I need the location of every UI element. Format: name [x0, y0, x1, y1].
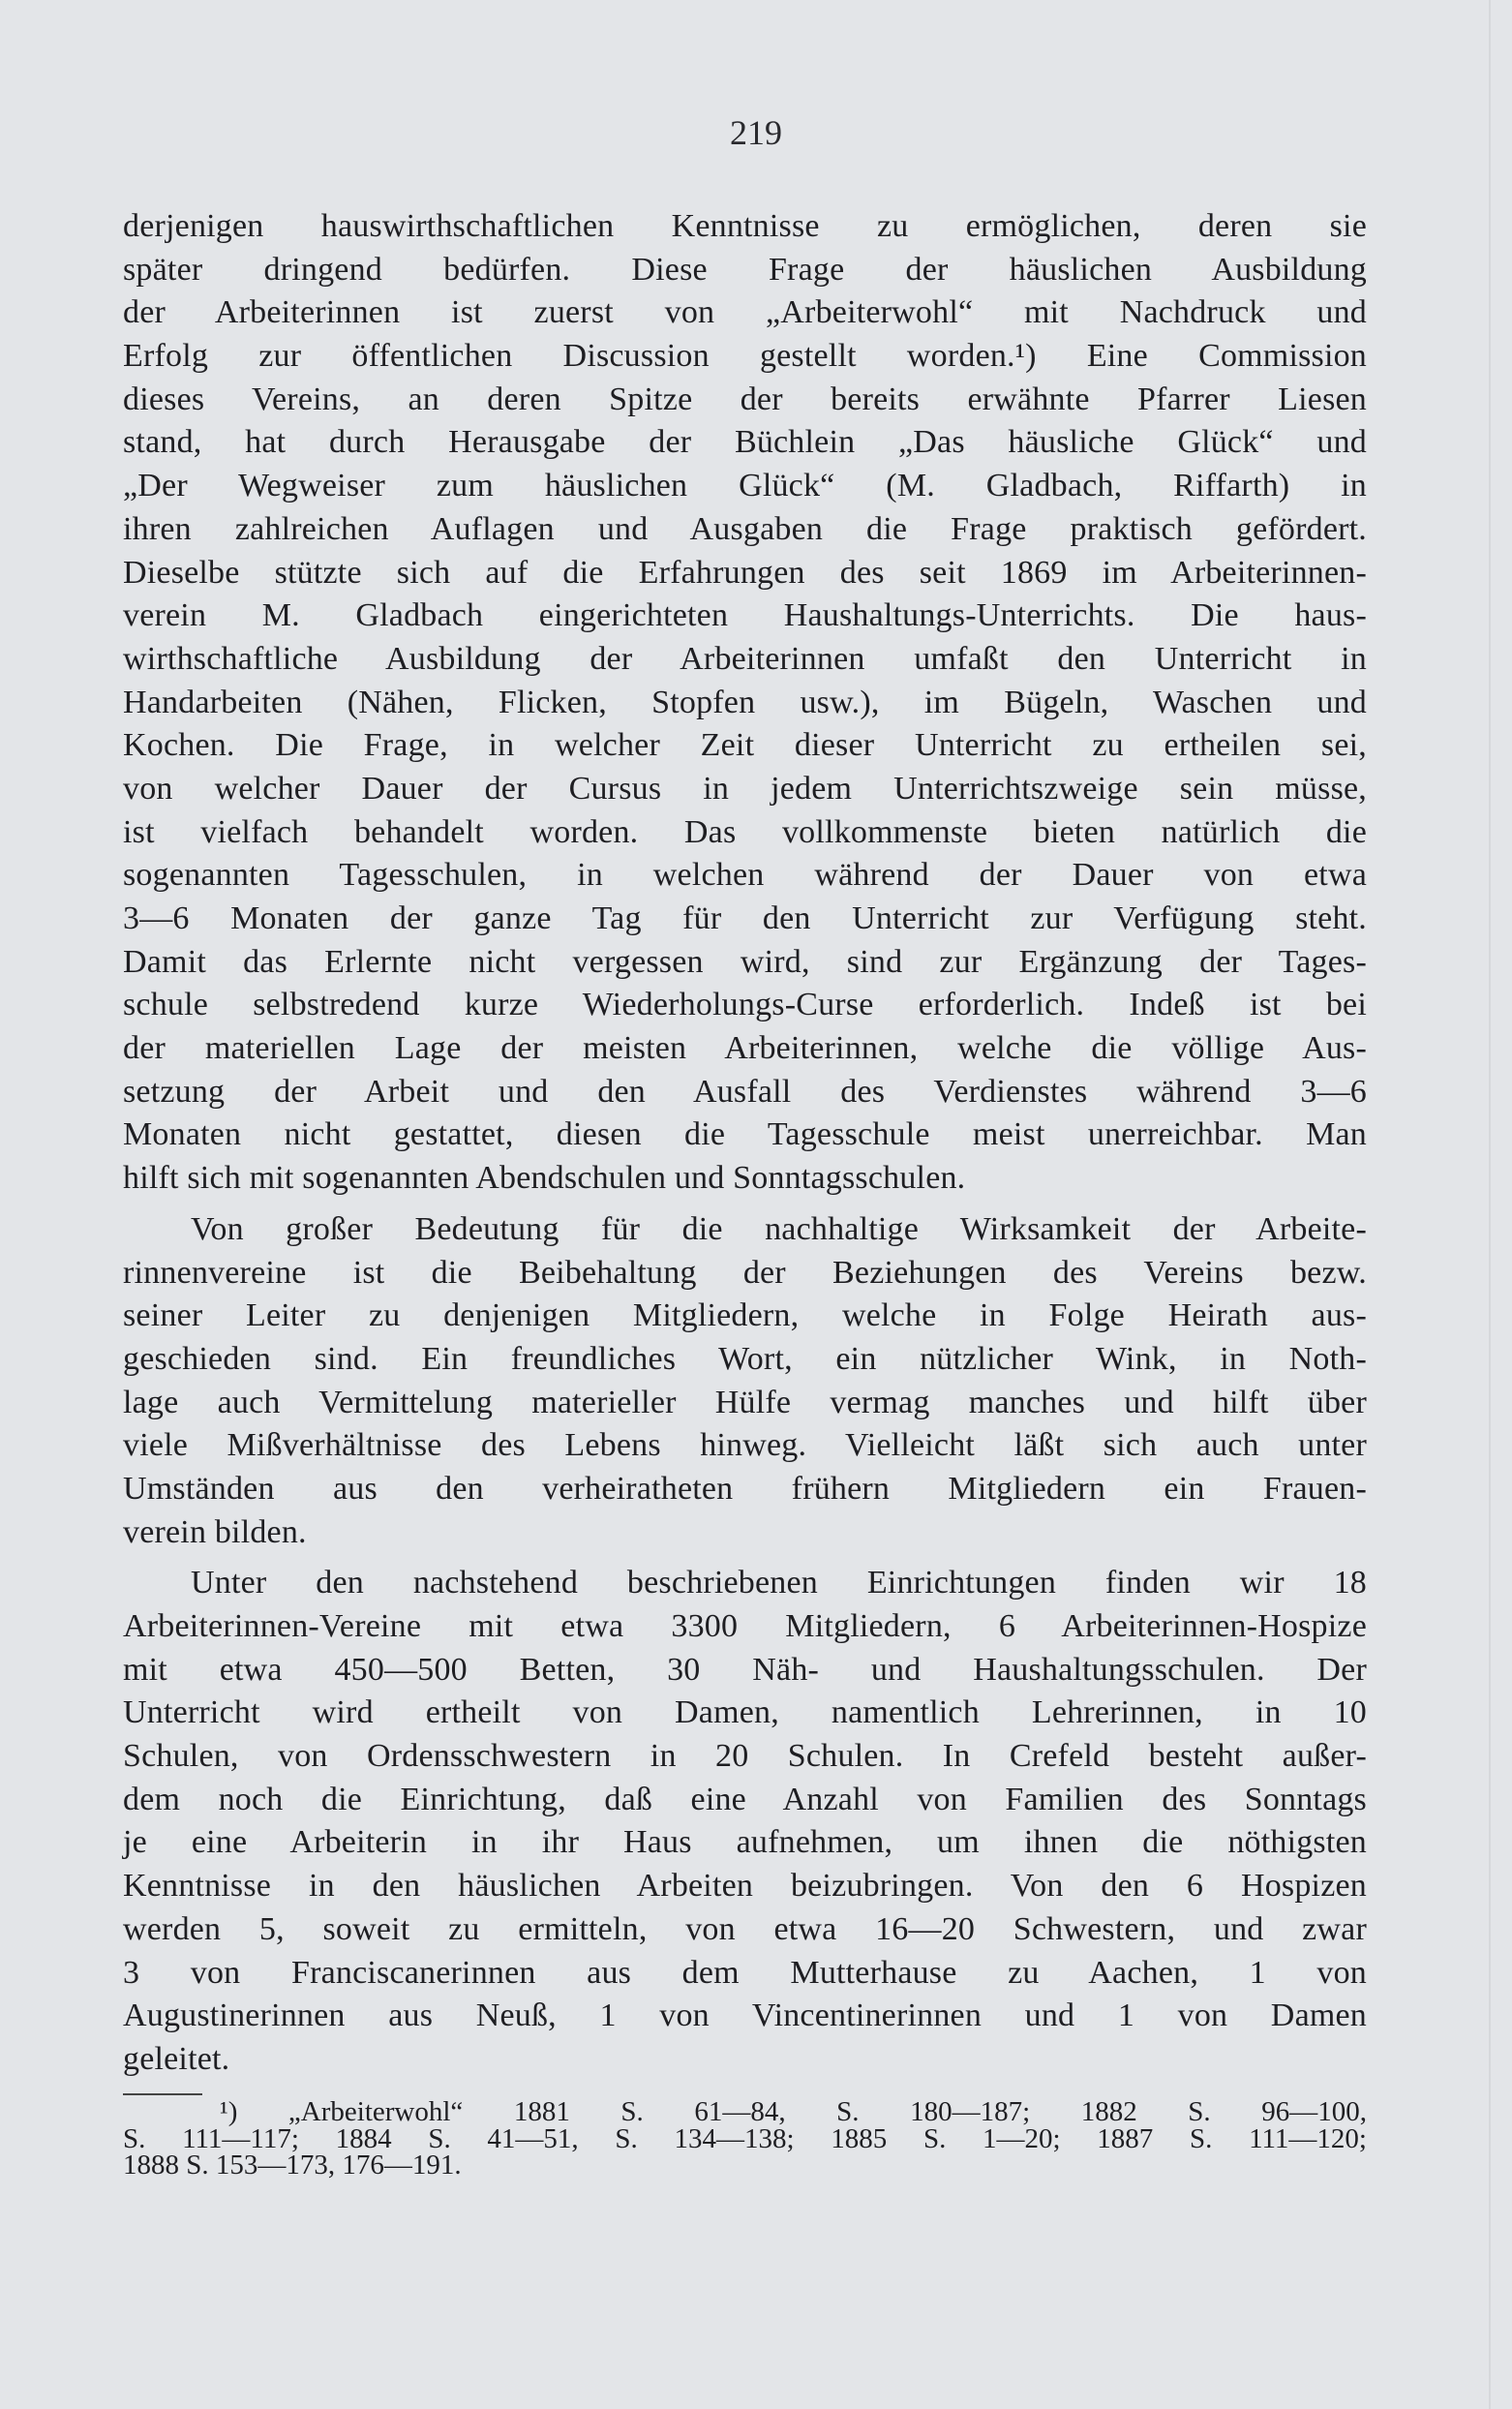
footnote-line: S. 111—117; 1884 S. 41—51, S. 134—138; 1885 S. 1—20; 1887 S. 111—120; — [123, 2122, 1367, 2154]
text-line: seiner Leiter zu denjenigen Mitgliedern, welche in Folge Heirath aus- — [123, 1297, 1367, 1334]
text-line: dieses Vereins, an deren Spitze der bereits erwähnte Pfarrer Liesen — [123, 381, 1367, 417]
text-line: geleitet. — [123, 2040, 230, 2077]
text-line: 3—6 Monaten der ganze Tag für den Unterricht zur Verfügung steht. — [123, 900, 1367, 936]
footnote-line: ¹) „Arbeiterwohl“ 1881 S. 61—84, S. 180—187; 1882 S. 96—100, — [220, 2096, 1367, 2127]
text-line: verein M. Gladbach eingerichteten Haushaltungs-Unterrichts. Die haus- — [123, 597, 1367, 634]
text-line: Monaten nicht gestattet, diesen die Tagesschule meist unerreichbar. Man — [123, 1116, 1367, 1153]
text-line: geschieden sind. Ein freundliches Wort, ein nützlicher Wink, in Noth- — [123, 1340, 1367, 1377]
text-line: setzung der Arbeit und den Ausfall des Verdienstes während 3—6 — [123, 1073, 1367, 1110]
text-line: Kochen. Die Frage, in welcher Zeit dieser Unterricht zu ertheilen sei, — [123, 727, 1367, 764]
text-line: ist vielfach behandelt worden. Das vollkommenste bieten natürlich die — [123, 813, 1367, 850]
text-line: mit etwa 450—500 Betten, 30 Näh- und Haushaltungsschulen. Der — [123, 1651, 1367, 1688]
text-line: Kenntnisse in den häuslichen Arbeiten beizubringen. Von den 6 Hospizen — [123, 1868, 1367, 1905]
paragraph-gap — [123, 1554, 1367, 1562]
text-line: derjenigen hauswirthschaftlichen Kenntnisse zu ermöglichen, deren sie — [123, 208, 1367, 244]
text-line: „Der Wegweiser zum häuslichen Glück“ (M. Gladbach, Riffarth) in — [123, 468, 1367, 504]
text-line: sogenannten Tagesschulen, in welchen während der Dauer von etwa — [123, 857, 1367, 894]
paragraph — [123, 1562, 1367, 2081]
text-line: je eine Arbeiterin in ihr Haus aufnehmen, um ihnen die nöthigsten — [123, 1824, 1367, 1861]
text-line: Umständen aus den verheiratheten frühern Mitgliedern ein Frauen- — [123, 1470, 1367, 1507]
text-line: Erfolg zur öffentlichen Discussion gestellt worden.¹) Eine Commission — [123, 338, 1367, 375]
text-line: der materiellen Lage der meisten Arbeiterinnen, welche die völlige Aus- — [123, 1030, 1367, 1067]
body-text — [123, 205, 1367, 2082]
footnote-divider — [123, 2093, 202, 2095]
footnotes — [123, 2096, 1367, 2180]
text-line: schule selbstredend kurze Wiederholungs-Curse erforderlich. Indeß ist bei — [123, 987, 1367, 1023]
text-line: Unter den nachstehend beschriebenen Einrichtungen finden wir 18 — [191, 1565, 1367, 1601]
footnote-line: 1888 S. 153—173, 176—191. — [123, 2150, 462, 2180]
page-edge-shadow — [1489, 0, 1491, 2409]
text-line: ihren zahlreichen Auflagen und Ausgaben die Frage praktisch gefördert. — [123, 510, 1367, 547]
text-line: verein bilden. — [123, 1513, 307, 1550]
text-line: der Arbeiterinnen ist zuerst von „Arbeiterwohl“ mit Nachdruck und — [123, 294, 1367, 331]
paragraph — [123, 1208, 1367, 1555]
text-line: Damit das Erlernte nicht vergessen wird, sind zur Ergänzung der Tages- — [123, 943, 1367, 980]
text-line: von welcher Dauer der Cursus in jedem Unterrichtszweige sein müsse, — [123, 770, 1367, 807]
text-line: werden 5, soweit zu ermitteln, von etwa 16—20 Schwestern, und zwar — [123, 1910, 1367, 1947]
text-line: Arbeiterinnen-Vereine mit etwa 3300 Mitgliedern, 6 Arbeiterinnen-Hospize — [123, 1608, 1367, 1644]
text-line: lage auch Vermittelung materieller Hülfe vermag manches und hilft über — [123, 1384, 1367, 1420]
page-number: 219 — [730, 113, 782, 152]
text-line: viele Mißverhältnisse des Lebens hinweg. Vielleicht läßt sich auch unter — [123, 1427, 1367, 1464]
text-line: später dringend bedürfen. Diese Frage der häuslichen Ausbildung — [123, 251, 1367, 288]
text-line: dem noch die Einrichtung, daß eine Anzahl von Familien des Sonntags — [123, 1781, 1367, 1817]
text-line: Handarbeiten (Nähen, Flicken, Stopfen usw.), im Bügeln, Waschen und — [123, 684, 1367, 720]
text-line: stand, hat durch Herausgabe der Büchlein „Das häusliche Glück“ und — [123, 424, 1367, 461]
text-line: rinnenvereine ist die Beibehaltung der Beziehungen des Vereins bezw. — [123, 1254, 1367, 1291]
text-line: Von großer Bedeutung für die nachhaltige Wirksamkeit der Arbeite- — [191, 1210, 1367, 1247]
paragraph-gap — [123, 1201, 1367, 1208]
text-line: Schulen, von Ordensschwestern in 20 Schulen. In Crefeld besteht außer- — [123, 1738, 1367, 1775]
text-line: Dieselbe stützte sich auf die Erfahrungen des seit 1869 im Arbeiterinnen- — [123, 554, 1367, 591]
paragraph — [123, 205, 1367, 1201]
text-line: Augustinerinnen aus Neuß, 1 von Vincentinerinnen und 1 von Damen — [123, 1997, 1367, 2034]
text-line: hilft sich mit sogenannten Abendschulen und Sonntagsschulen. — [123, 1160, 966, 1197]
text-line: wirthschaftliche Ausbildung der Arbeiterinnen umfaßt den Unterricht in — [123, 640, 1367, 677]
text-line: Unterricht wird ertheilt von Damen, namentlich Lehrerinnen, in 10 — [123, 1694, 1367, 1731]
text-line: 3 von Franciscanerinnen aus dem Mutterhause zu Aachen, 1 von — [123, 1954, 1367, 1991]
